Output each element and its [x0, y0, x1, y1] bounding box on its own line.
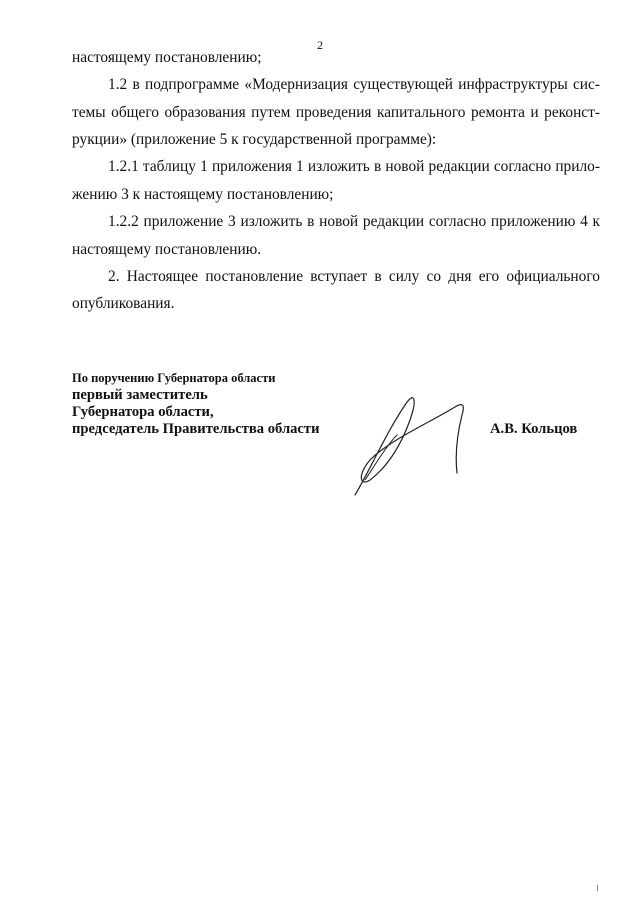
- page-number: 2: [317, 38, 323, 52]
- paragraph-line: 1.2 в подпрограмме «Модернизация существующей инфраструктуры сис-: [108, 76, 600, 93]
- paragraph-line: настоящему постановлению.: [72, 241, 262, 258]
- handwritten-signature: [345, 385, 485, 500]
- signature-title-line: председатель Правительства области: [72, 421, 320, 437]
- paragraph-line: жению 3 к настоящему постановлению;: [72, 186, 334, 203]
- signature-title-line: По поручению Губернатора области: [72, 371, 276, 385]
- signer-name: А.В. Кольцов: [490, 421, 578, 437]
- paragraph-line: 2. Настоящее постановление вступает в силу со дня его официального: [108, 268, 600, 285]
- signature-title-line: первый заместитель: [72, 387, 208, 403]
- scan-mark: [597, 885, 598, 891]
- paragraph-line: рукции» (приложение 5 к государственной программе):: [72, 131, 437, 148]
- paragraph-line: темы общего образования путем проведения капитального ремонта и реконст-: [72, 104, 600, 121]
- signature-title-line: Губернатора области,: [72, 404, 214, 420]
- paragraph-line: опубликования.: [72, 295, 175, 312]
- paragraph-line: 1.2.2 приложение 3 изложить в новой редакции согласно приложению 4 к: [108, 213, 600, 230]
- paragraph-line: 1.2.1 таблицу 1 приложения 1 изложить в новой редакции согласно прило-: [108, 158, 600, 175]
- paragraph-line: настоящему постановлению;: [72, 49, 262, 66]
